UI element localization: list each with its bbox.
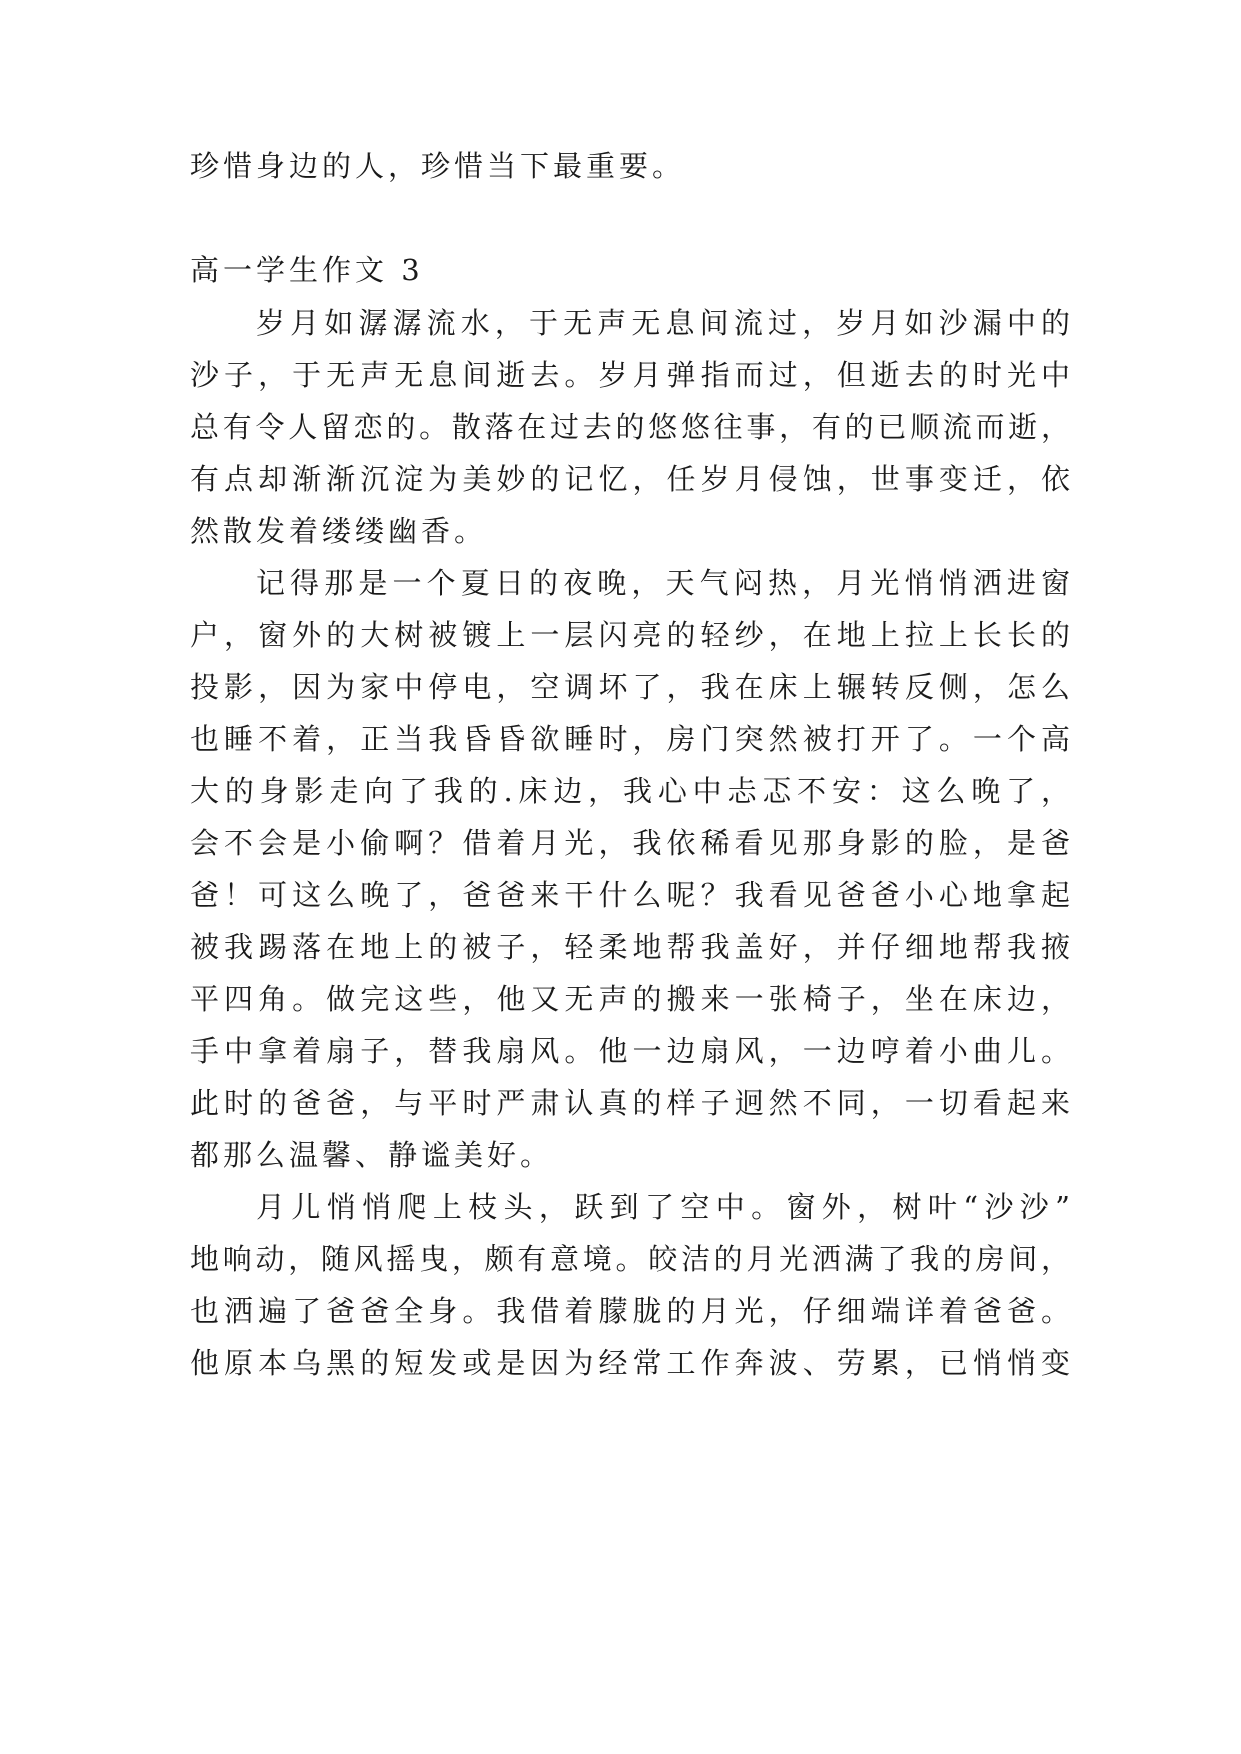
paragraph-1-line-4: 有点却渐渐沉淀为美妙的记忆，任岁月侵蚀，世事变迁，依 — [190, 462, 1070, 496]
paragraph-2-line-9: 平四角。做完这些，他又无声的搬来一张椅子，坐在床边， — [190, 982, 1070, 1016]
paragraph-closing-line: 珍惜身边的人，珍惜当下最重要。 — [190, 149, 686, 183]
paragraph-3-line-4: 他原本乌黑的短发或是因为经常工作奔波、劳累，已悄悄变 — [190, 1346, 1070, 1380]
paragraph-2-line-6: 会不会是小偷啊？借着月光，我依稀看见那身影的脸，是爸 — [190, 826, 1070, 860]
paragraph-2-line-4: 也睡不着，正当我昏昏欲睡时，房门突然被打开了。一个高 — [190, 722, 1070, 756]
paragraph-2-line-5: 大的身影走向了我的.床边，我心中忐忑不安：这么晚了， — [190, 774, 1070, 808]
paragraph-3-line-2: 地响动，随风摇曳，颇有意境。皎洁的月光洒满了我的房间， — [190, 1242, 1070, 1276]
paragraph-2-line-11: 此时的爸爸，与平时严肃认真的样子迥然不同，一切看起来 — [190, 1086, 1070, 1120]
paragraph-1-line-2: 沙子，于无声无息间逝去。岁月弹指而过，但逝去的时光中 — [190, 358, 1070, 392]
paragraph-2-line-1: 记得那是一个夏日的夜晚，天气闷热，月光悄悄洒进窗 — [256, 566, 1070, 600]
paragraph-3-line-3: 也洒遍了爸爸全身。我借着朦胧的月光，仔细端详着爸爸。 — [190, 1294, 1070, 1328]
paragraph-2-line-10: 手中拿着扇子，替我扇风。他一边扇风，一边哼着小曲儿。 — [190, 1034, 1070, 1068]
paragraph-1-line-1: 岁月如潺潺流水，于无声无息间流过，岁月如沙漏中的 — [256, 306, 1070, 340]
paragraph-2-line-2: 户，窗外的大树被镀上一层闪亮的轻纱，在地上拉上长长的 — [190, 618, 1070, 652]
paragraph-2-line-7: 爸！可这么晚了，爸爸来干什么呢？我看见爸爸小心地拿起 — [190, 878, 1070, 912]
paragraph-2-line-8: 被我踢落在地上的被子，轻柔地帮我盖好，并仔细地帮我掖 — [190, 930, 1070, 964]
paragraph-2-line-3: 投影，因为家中停电，空调坏了，我在床上辗转反侧，怎么 — [190, 670, 1070, 704]
paragraph-2-line-12: 都那么温馨、静谧美好。 — [190, 1138, 554, 1172]
paragraph-1-line-5: 然散发着缕缕幽香。 — [190, 514, 488, 548]
paragraph-1-line-3: 总有令人留恋的。散落在过去的悠悠往事，有的已顺流而逝， — [190, 410, 1070, 444]
paragraph-3-line-1: 月儿悄悄爬上枝头，跃到了空中。窗外，树叶“沙沙” — [256, 1190, 1070, 1224]
essay-heading: 高一学生作文 3 — [190, 253, 424, 287]
